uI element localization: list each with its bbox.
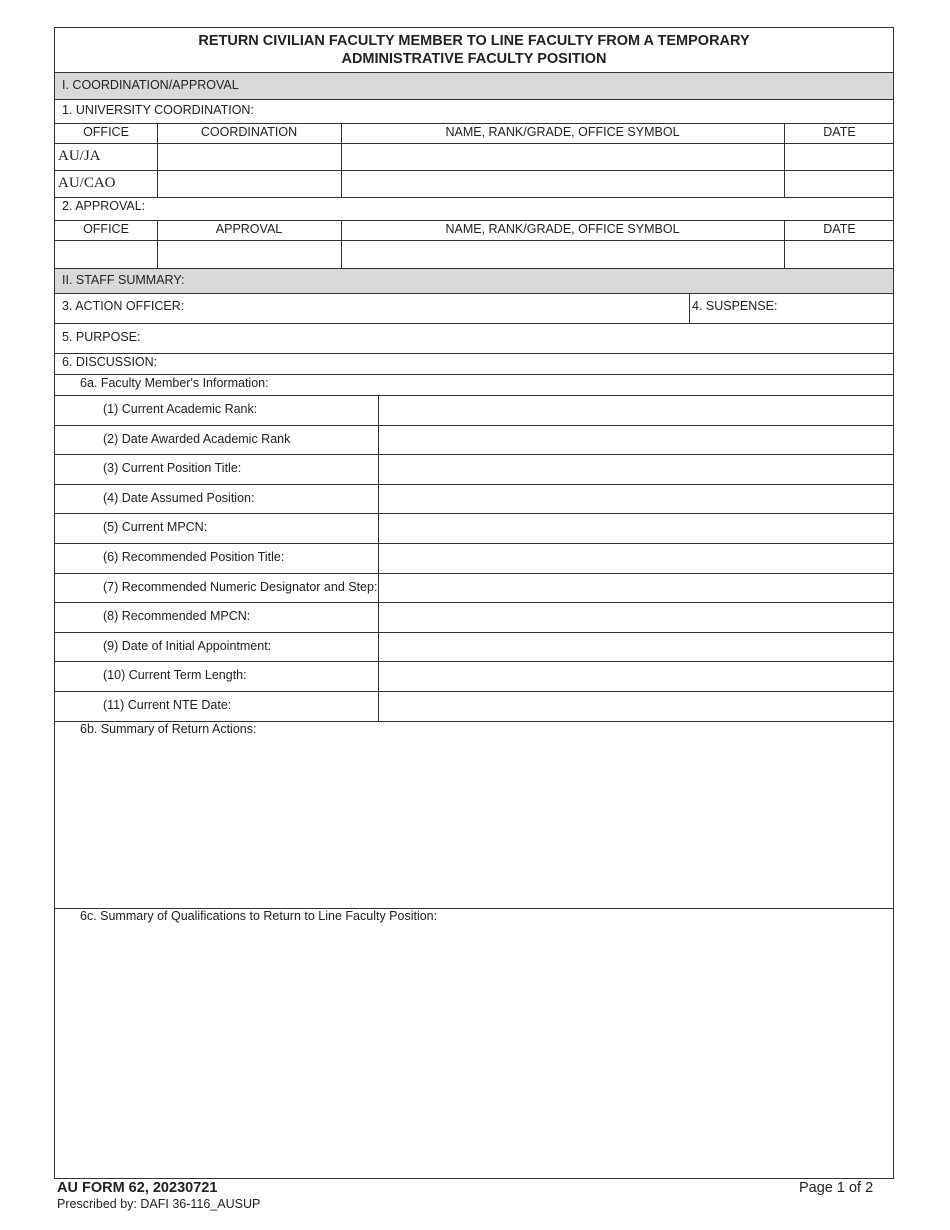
coord-ja-coordination-field[interactable]: [158, 144, 340, 170]
qualifications-label: 6c. Summary of Qualifications to Return to Line Faculty Position:: [80, 909, 438, 923]
faculty-info-label: 6a. Faculty Member's Information:: [80, 376, 269, 390]
appr-approval-field[interactable]: [158, 241, 340, 267]
faculty-field-input[interactable]: [380, 514, 893, 542]
coord-office-cao: AU/CAO: [58, 175, 116, 191]
faculty-field-label: (7) Recommended Numeric Designator and Step:: [103, 579, 378, 594]
approval-label: 2. APPROVAL:: [62, 199, 146, 213]
coord-header-coordination: COORDINATION: [200, 125, 298, 139]
prescribed-by: Prescribed by: DAFI 36-116_AUSUP: [57, 1197, 261, 1211]
qualifications-textarea[interactable]: [57, 928, 893, 1176]
faculty-field-label: (11) Current NTE Date:: [103, 698, 232, 712]
appr-name-field[interactable]: [342, 241, 783, 267]
coord-cao-name-field[interactable]: [342, 171, 783, 197]
faculty-field-input[interactable]: [380, 633, 893, 661]
faculty-field-input[interactable]: [380, 455, 893, 483]
appr-header-office: OFFICE: [83, 222, 129, 236]
faculty-field-input[interactable]: [380, 485, 893, 513]
appr-header-date: DATE: [823, 222, 856, 236]
faculty-field-label: (4) Date Assumed Position:: [103, 490, 255, 505]
faculty-field-label: (1) Current Academic Rank:: [103, 402, 258, 416]
action-officer-label: 3. ACTION OFFICER:: [62, 299, 185, 313]
purpose-label: 5. PURPOSE:: [62, 330, 141, 344]
coord-ja-name-field[interactable]: [342, 144, 783, 170]
coord-office-ja: AU/JA: [58, 148, 101, 164]
coord-cao-coordination-field[interactable]: [158, 171, 340, 197]
purpose-field[interactable]: [155, 324, 893, 352]
suspense-label: 4. SUSPENSE:: [692, 299, 778, 313]
faculty-field-label: (3) Current Position Title:: [103, 461, 242, 476]
university-coordination-label: 1. UNIVERSITY COORDINATION:: [62, 103, 254, 117]
faculty-field-label: (6) Recommended Position Title:: [103, 550, 285, 564]
title-line-2: ADMINISTRATIVE FACULTY POSITION: [341, 51, 607, 67]
faculty-field-label: (9) Date of Initial Appointment:: [103, 638, 272, 653]
faculty-field-input[interactable]: [380, 692, 893, 720]
form-page: [54, 27, 894, 1179]
faculty-field-input[interactable]: [380, 396, 893, 424]
discussion-label: 6. DISCUSSION:: [62, 355, 158, 369]
appr-date-field[interactable]: [785, 241, 894, 267]
faculty-field-input[interactable]: [380, 603, 893, 631]
form-footer: [57, 1180, 260, 1211]
faculty-field-label: (5) Current MPCN:: [103, 520, 208, 535]
section-coordination-approval: I. COORDINATION/APPROVAL: [55, 73, 893, 99]
coord-header-date: DATE: [823, 125, 856, 139]
coord-header-office: OFFICE: [83, 125, 129, 139]
coord-ja-date-field[interactable]: [785, 144, 894, 170]
suspense-field[interactable]: [785, 294, 893, 322]
title-line-1: RETURN CIVILIAN FACULTY MEMBER TO LINE FACULTY FROM A TEMPORARY: [198, 33, 750, 49]
appr-header-approval: APPROVAL: [215, 222, 283, 236]
faculty-field-input[interactable]: [380, 544, 893, 572]
faculty-field-label: (2) Date Awarded Academic Rank: [103, 431, 291, 446]
faculty-field-input[interactable]: [380, 426, 893, 454]
faculty-field-label: (8) Recommended MPCN:: [103, 609, 251, 624]
faculty-field-input[interactable]: [380, 574, 893, 602]
coord-cao-date-field[interactable]: [785, 171, 894, 197]
faculty-field-input[interactable]: [380, 662, 893, 690]
action-officer-field[interactable]: [195, 294, 687, 322]
form-identifier: AU FORM 62, 20230721: [57, 1180, 218, 1196]
faculty-field-label: (10) Current Term Length:: [103, 668, 247, 683]
section-staff-summary: II. STAFF SUMMARY:: [55, 269, 893, 293]
return-actions-label: 6b. Summary of Return Actions:: [80, 722, 257, 736]
form-title: [55, 32, 893, 68]
coord-header-name: NAME, RANK/GRADE, OFFICE SYMBOL: [445, 125, 680, 139]
return-actions-textarea[interactable]: [57, 740, 893, 906]
page-number: Page 1 of 2: [799, 1180, 874, 1196]
appr-office-field[interactable]: [56, 241, 156, 267]
appr-header-name: NAME, RANK/GRADE, OFFICE SYMBOL: [445, 222, 680, 236]
